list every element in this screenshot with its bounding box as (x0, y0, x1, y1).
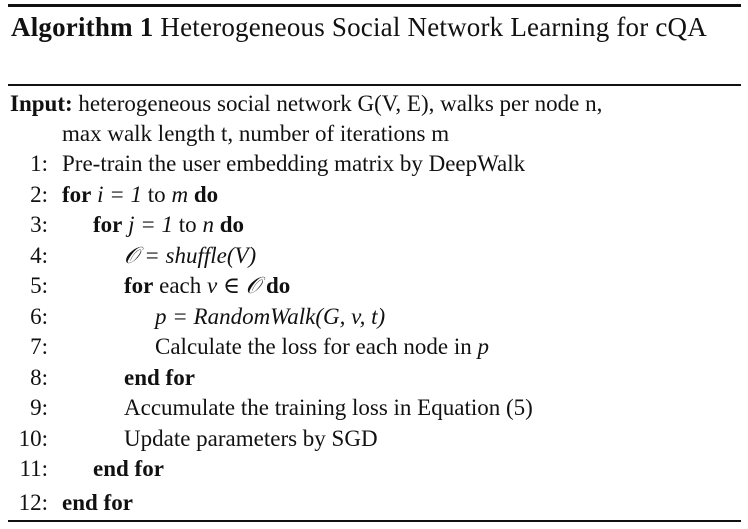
keyword: for (124, 273, 154, 298)
caption-rule (8, 84, 741, 86)
step-number: 9: (30, 395, 48, 420)
keyword: end for (124, 364, 195, 390)
math-expression: 𝒪 = shuffle(V) (124, 242, 257, 268)
algorithm-caption (11, 11, 741, 43)
step-number: 10: (18, 425, 48, 451)
input-label: Input: (10, 91, 73, 116)
algorithm-step (0, 149, 740, 179)
step-number: 12: (18, 489, 48, 515)
step-body (62, 180, 218, 210)
step-body (93, 210, 244, 240)
algorithm-step (0, 271, 740, 301)
keyword: end for (62, 489, 133, 515)
step-body (155, 332, 489, 362)
input-text-1: heterogeneous social network G(V, E), walks per node n, (78, 91, 603, 116)
bottom-rule (8, 520, 741, 522)
algorithm-step (0, 332, 740, 362)
step-body (124, 393, 533, 423)
step-number: 5: (30, 273, 48, 298)
keyword: end for (93, 456, 164, 481)
step-number: 4: (30, 242, 48, 268)
step-body (124, 363, 195, 393)
math-expression: m (171, 181, 189, 207)
top-rule (8, 4, 741, 7)
keyword: do (266, 273, 291, 298)
step-text: Pre-train the user embedding matrix by DeepWalk (62, 151, 526, 176)
step-body (124, 424, 378, 454)
math-expression: j = 1 (128, 212, 174, 237)
step-text: Calculate the loss for each node in (155, 334, 472, 359)
step-text: Accumulate the training loss in Equation (5) (124, 395, 533, 420)
algorithm-step (0, 363, 740, 393)
step-number: 11: (19, 456, 48, 481)
math-expression: p = RandomWalk(G, v, t) (155, 303, 386, 329)
keyword: for (62, 181, 92, 207)
caption-label: Algorithm 1 (11, 12, 154, 42)
math-expression: i = 1 (97, 181, 143, 207)
keyword: do (193, 181, 219, 207)
step-number: 6: (30, 303, 48, 329)
algorithm-step (0, 424, 740, 454)
algorithm-step (0, 241, 740, 271)
keyword: do (219, 212, 244, 237)
step-body (62, 149, 525, 179)
step-number: 3: (30, 212, 48, 237)
step-text: Update parameters by SGD (124, 425, 378, 451)
step-body (93, 454, 164, 484)
algorithm-step (0, 488, 740, 518)
algorithm-step (0, 302, 740, 332)
step-number: 2: (30, 181, 48, 207)
caption-title: Heterogeneous Social Network Learning for cQA (160, 12, 707, 42)
step-body (124, 241, 256, 271)
algorithm-step (0, 393, 740, 423)
step-text: each (159, 273, 202, 298)
math-expression: n (202, 212, 214, 237)
algorithm-step (0, 210, 740, 240)
algorithm-step (0, 454, 740, 484)
input-line-1 (10, 89, 602, 119)
math-expression: p (477, 334, 490, 359)
step-body (155, 302, 385, 332)
step-body (124, 271, 290, 301)
step-number: 1: (30, 151, 48, 176)
math-expression: v ∈ 𝒪 (207, 273, 261, 298)
step-text: to (147, 181, 166, 207)
step-number: 8: (30, 364, 48, 390)
step-number: 7: (30, 334, 48, 359)
step-text: to (178, 212, 197, 237)
keyword: for (93, 212, 123, 237)
step-body (62, 488, 133, 518)
input-text-2: max walk length t, number of iterations m (62, 121, 450, 146)
algorithm-step (0, 180, 740, 210)
input-line-2 (62, 119, 449, 149)
